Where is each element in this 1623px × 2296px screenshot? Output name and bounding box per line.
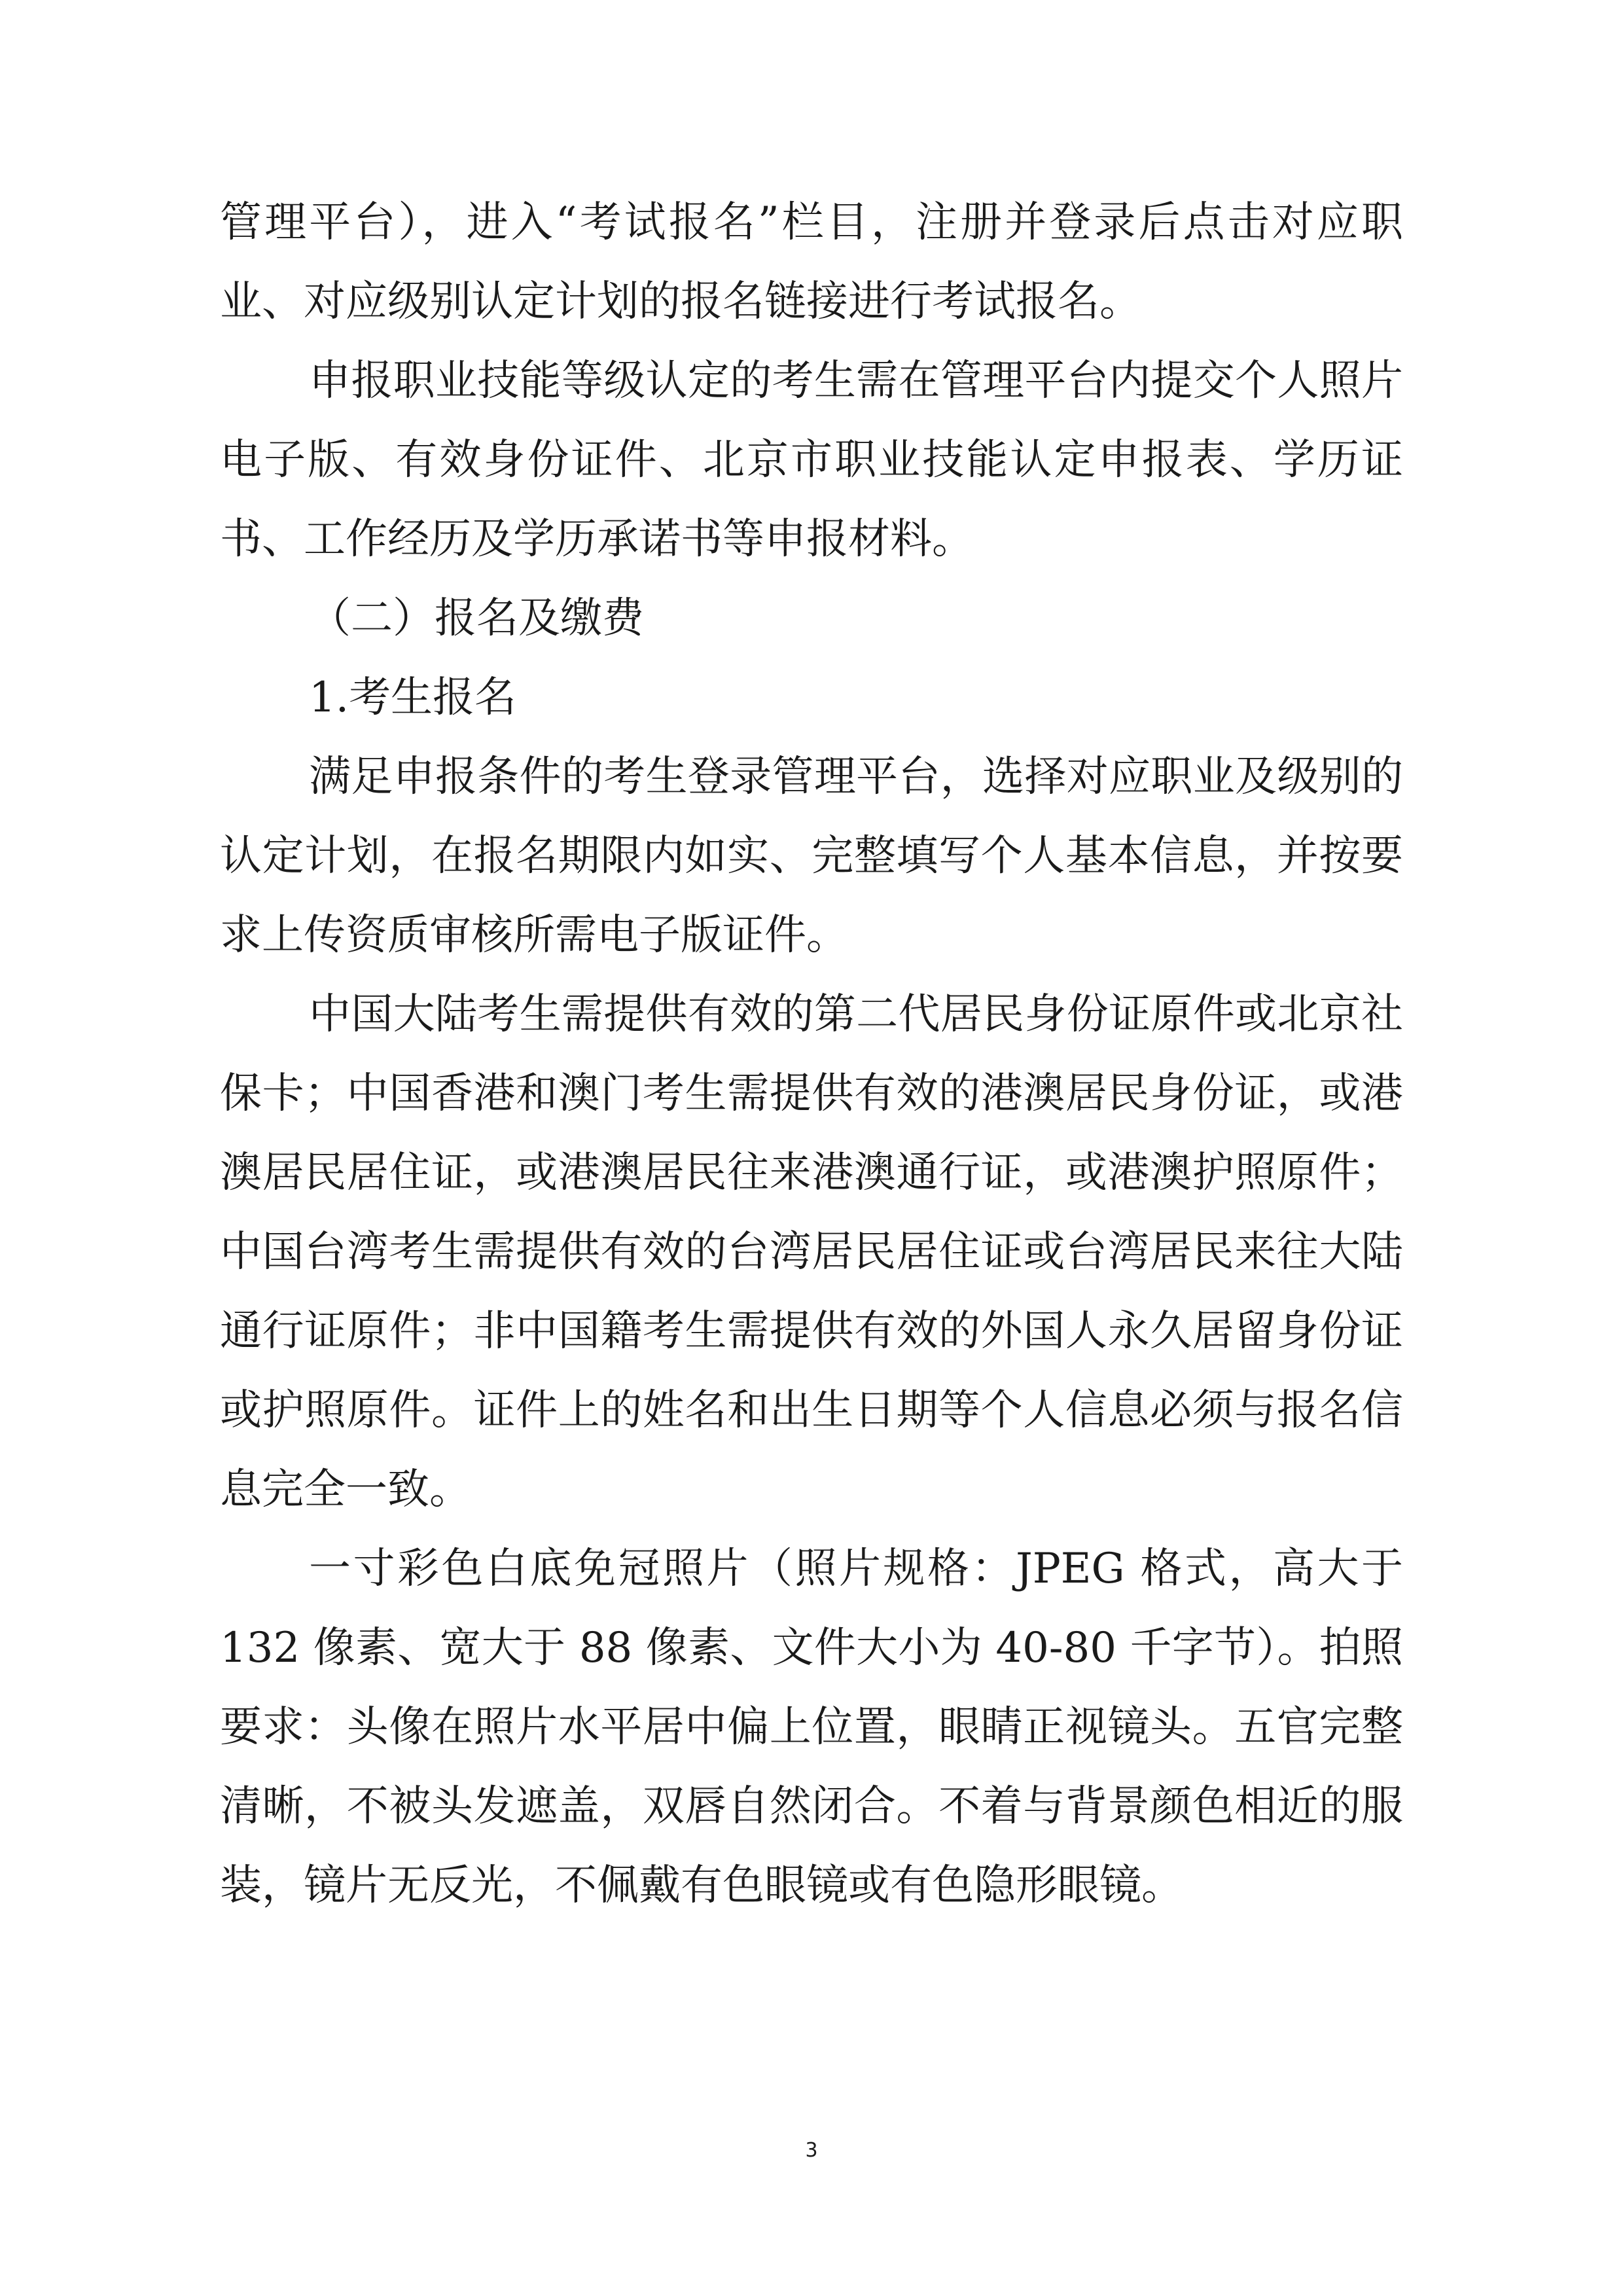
page-number: 3 [805, 2139, 818, 2162]
section-heading-registration-payment: （二）报名及缴费 [309, 594, 644, 643]
paragraph-registration: 满足申报条件的考生登录管理平台，选择对应职业及级别的认定计划，在报名期限内如实、完整填写个人基本信息，并按要求上传资质审核所需电子版证件。 [220, 753, 1403, 960]
paragraph-id-documents: 中国大陆考生需提供有效的第二代居民身份证原件或北京社保卡；中国香港和澳门考生需提供有效的港澳居民身份证，或港澳居民居住证，或港澳居民往来港澳通行证，或港澳护照原件；中国台湾考生需提供有效的台湾居民居住证或台湾居民来往大陆通行证原件；非中国籍考生需提供有效的外国人永久居留身份证或护照原件。证件上的姓名和出生日期等个人信息必须与报名信息完全一致。 [220, 990, 1403, 1514]
paragraph-continuation: 管理平台），进入“考试报名”栏目，注册并登录后点击对应职业、对应级别认定计划的报名链接进行考试报名。 [220, 198, 1403, 326]
document-body [220, 183, 1403, 1926]
subsection-heading-candidate-registration: 1.考生报名 [309, 673, 517, 722]
paragraph-photo-requirements: 一寸彩色白底免冠照片（照片规格：JPEG 格式，高大于 132 像素、宽大于 88 像素、文件大小为 40-80 千字节）。拍照要求：头像在照片水平居中偏上位置，眼睛正视镜头。五官完整清晰，不被头发遮盖，双唇自然闭合。不着与背景颜色相近的服装，镜片无反光，不佩戴有色眼镜或有色隐形眼镜。 [220, 1545, 1403, 1910]
paragraph-materials: 申报职业技能等级认定的考生需在管理平台内提交个人照片电子版、有效身份证件、北京市职业技能认定申报表、学历证书、工作经历及学历承诺书等申报材料。 [220, 357, 1403, 564]
